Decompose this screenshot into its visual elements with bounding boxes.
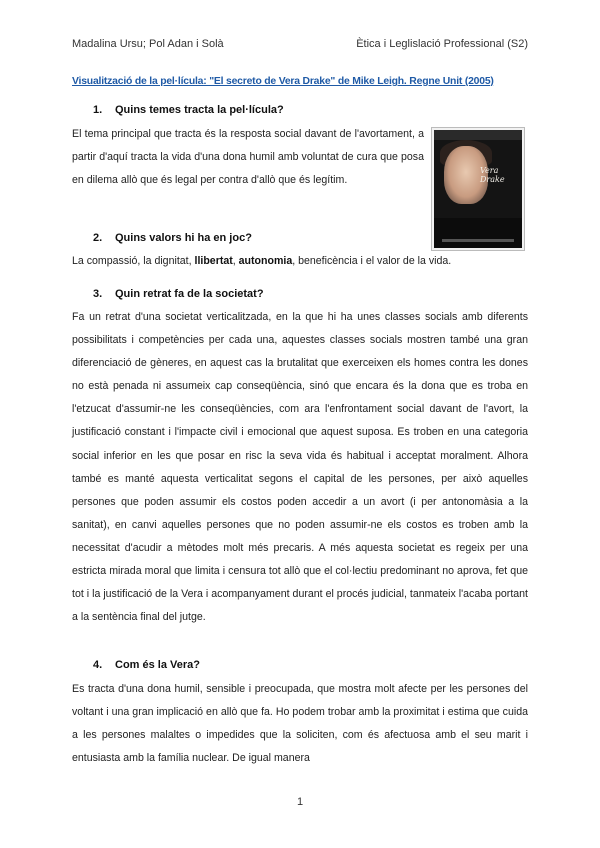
answer-1: El tema principal que tracta és la resposta social davant de l'avortament, a partir d'aquí tracta la vida d'una dona humil amb voluntat de cura que posa en dilema allò que és legal per contra d'allò que és legítim. [72,128,424,187]
question-4-text: Com és la Vera? [115,659,200,671]
question-2-number: 2. [93,232,103,244]
movie-poster-image [432,128,524,250]
question-2-text: Quins valors hi ha en joc? [115,232,252,244]
answer-4: Es tracta d'una dona humil, sensible i preocupada, que mostra molt afecte per les persones del voltant i una gran implicació en allò que fa. Ho podem trobar amb la proximitat i estima que cuida a les persones malaltes o impedides que la soliciten, com és afectuosa amb el seu marit i entusiasta amb la família nuclear. De igual manera [72,683,528,765]
answer-2-keyword-autonomia: autonomia [238,255,293,267]
answer-2 [72,250,528,273]
poster-title: Vera Drake [480,166,505,184]
question-3 [93,288,264,300]
poster-top-band [434,130,522,140]
answer-2-part-e: , beneficència i el valor de la vida. [292,255,452,267]
question-2 [93,232,252,244]
question-3-number: 3. [93,288,103,300]
header-course: Ètica i Leglislació Professional (S2) [356,38,528,50]
question-3-text: Quin retrat fa de la societat? [115,288,264,300]
header-authors: Madalina Ursu; Pol Adan i Solà [72,38,224,50]
poster-credits [442,239,514,242]
answer-2-keyword-llibertat: llibertat [194,255,233,267]
question-4 [93,659,200,671]
question-1 [93,104,284,116]
question-1-number: 1. [93,104,103,116]
answer-2-part-c: , [232,255,239,267]
page-number: 1 [296,796,304,808]
answer-2-part-a: La compassió, la dignitat, [72,255,195,267]
question-4-number: 4. [93,659,103,671]
poster-bottom-band [434,218,522,248]
answer-3: Fa un retrat d'una societat verticalitzada, en la que hi ha unes classes socials amb diferents possibilitats i competències per cada una, aquestes classes socials mostren també una gran diferenciació de gèneres, en aquest cas la brutalitat que exerceixen els homes contra les dones no està penada ni assumeix cap conseqüència, sinó que encara és la dona que es troba en l'etzucat d'assumir-ne les conseqüències, com ara l'enfrontament social davant de l'avort, la justificació constant i l'impacte civil i emocional que aquest suposa. Es troben en una categoria social inferior en les que posar en risc la seva vida és habitual i acceptat moralment. Alhora també es manté aquesta verticalitat segons el capital de les persones, per això aquelles persones que poden assumir els costos poden accedir a un avort (i per antonomàsia a la sanitat), en canvi aquelles persones que no poden assumir-ne els costos es troben amb la necessitat d'acudir a mètodes molt més precaris. A més aquesta societat es regeix per una estricta mirada moral que limita i censura tot allò que el col·lectiu predominant no aprova, fet que tot i la justificació de la Vera i acompanyament durant el procés judicial, tanmateix l'acaba portant a la sentència final del jutge. [72,311,528,624]
document-title[interactable]: Visualització de la pel·lícula: "El secreto de Vera Drake" de Mike Leigh. Regne Unit (2005) [72,76,494,87]
question-1-text: Quins temes tracta la pel·lícula? [115,104,284,116]
